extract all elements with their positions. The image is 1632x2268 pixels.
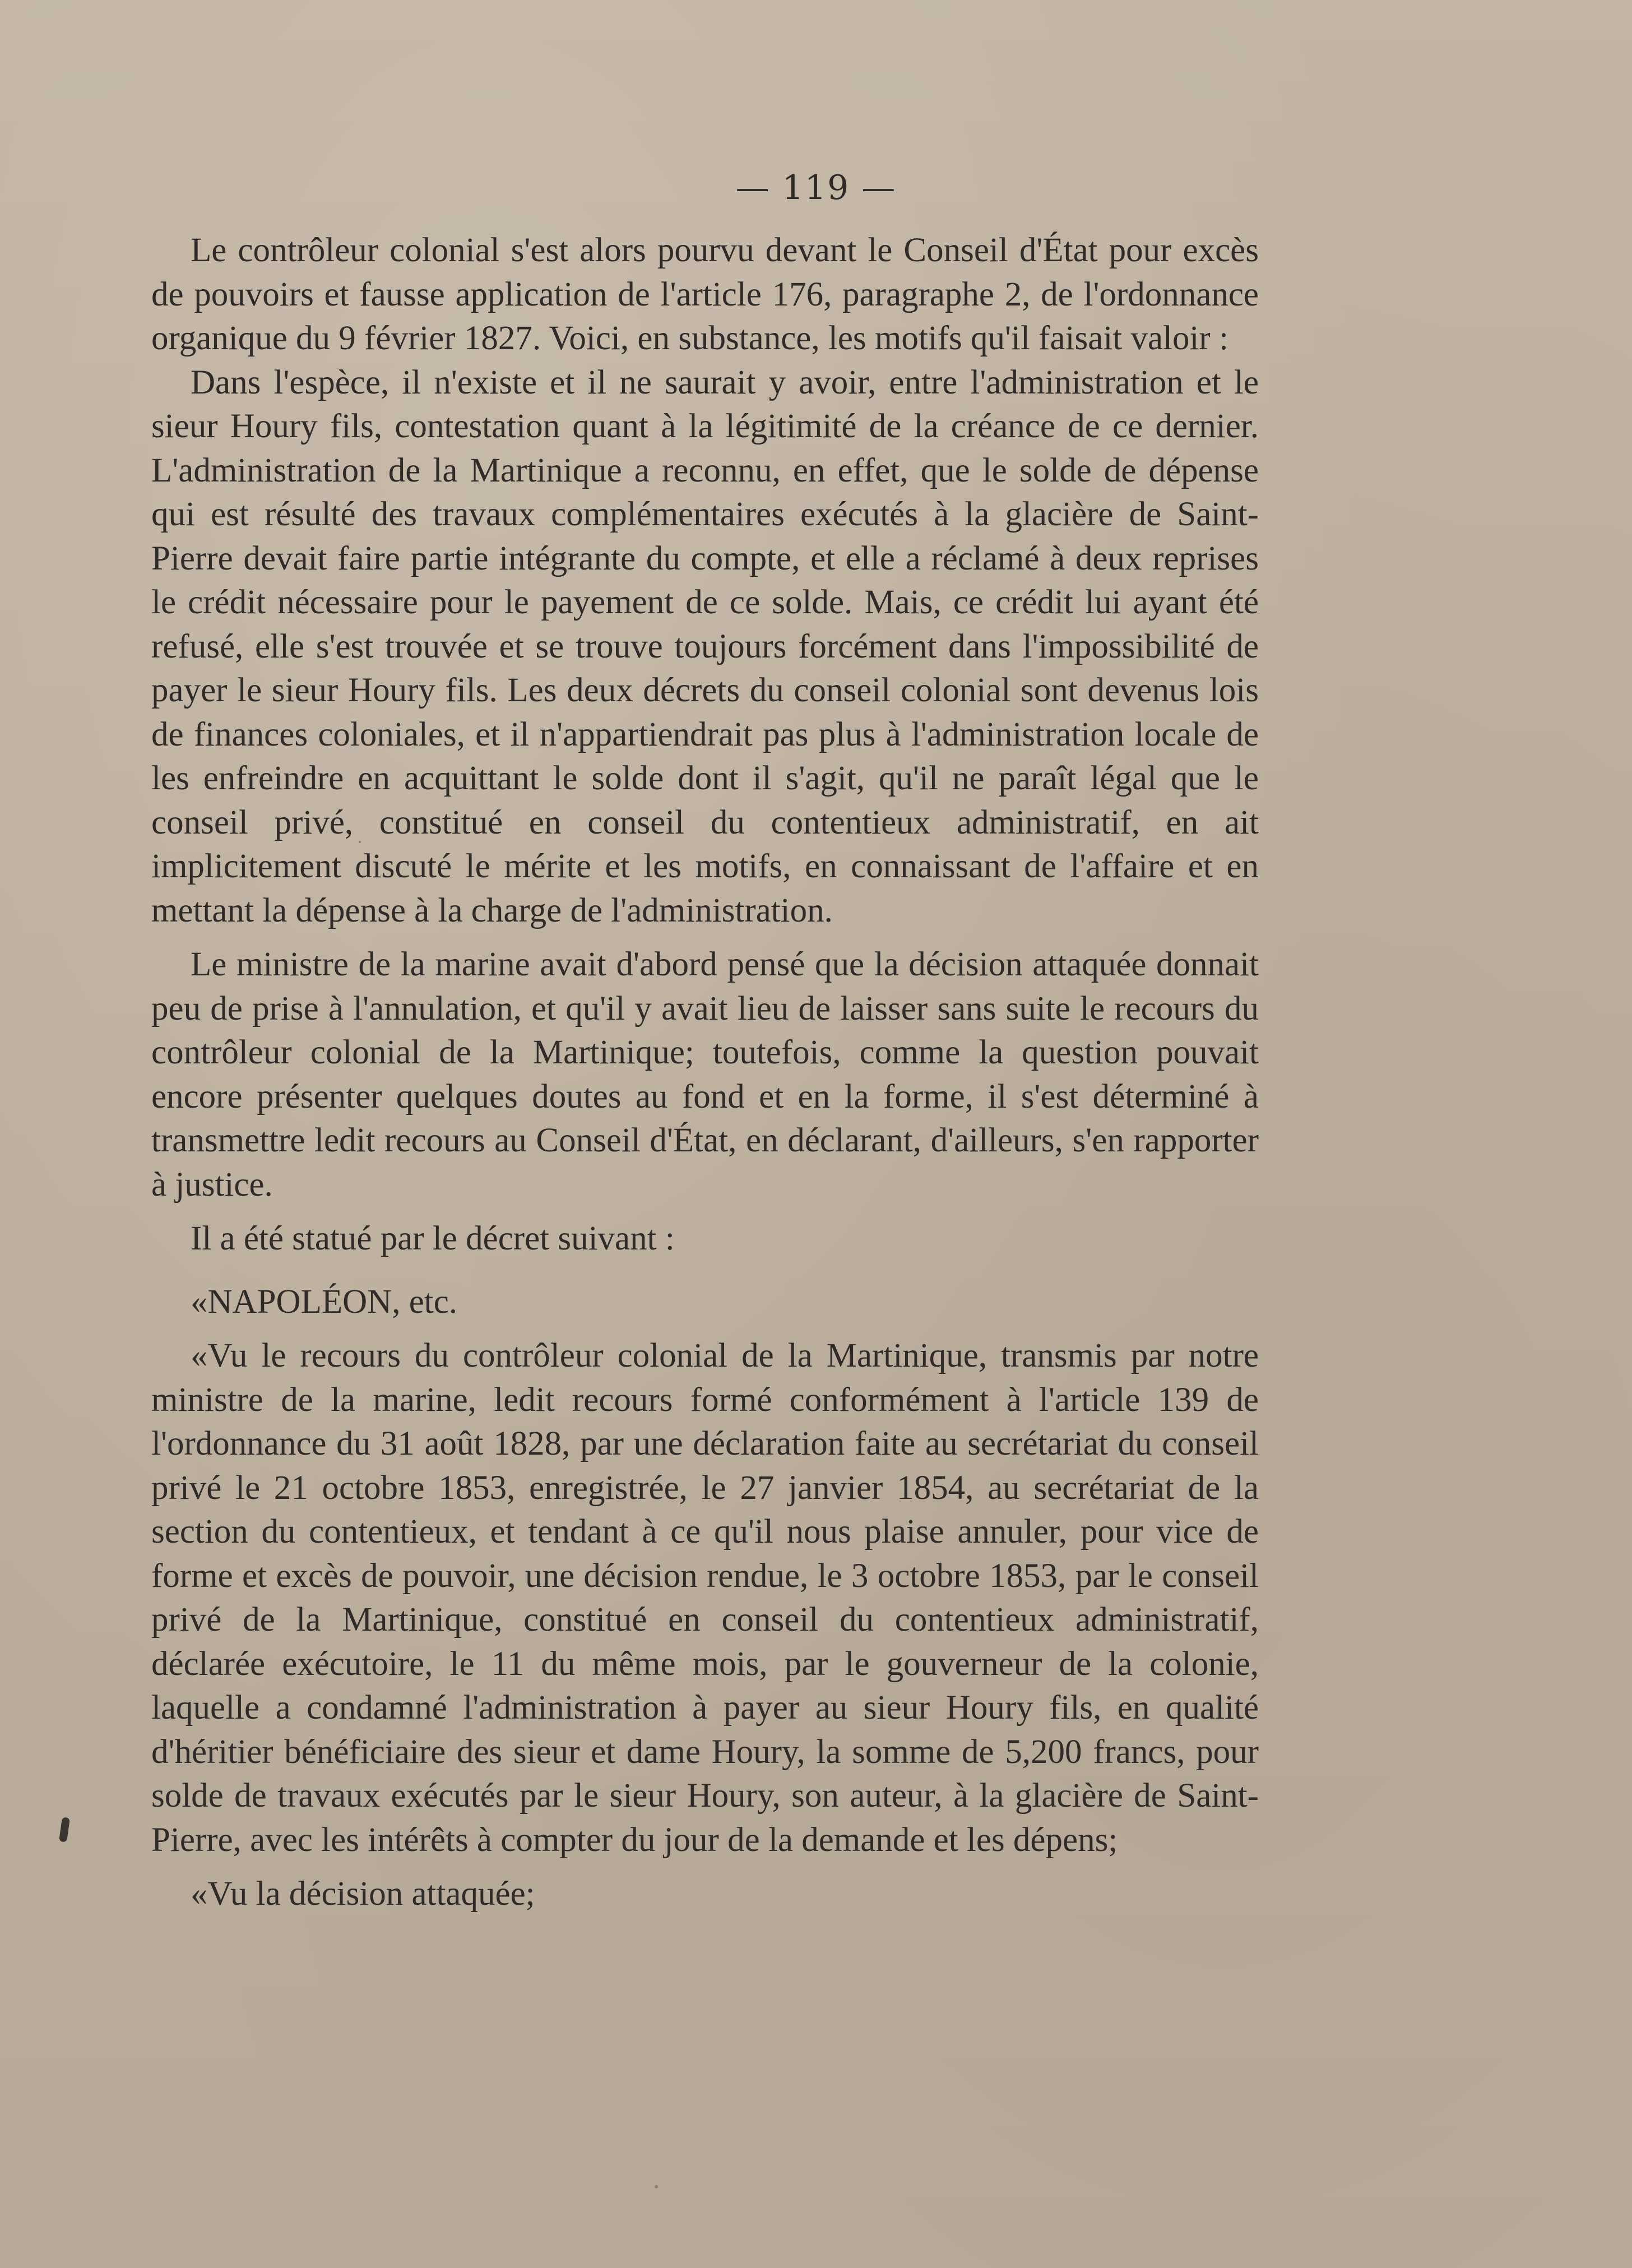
paragraph-vu-decision: «Vu la décision attaquée; [191, 1875, 535, 1913]
paragraph-pourvoi: Le contrôleur colonial s'est alors pourvu devant le Conseil d'État pour excès de pouvoirs et fausse application de l'article 176, paragraphe 2, de l'ordonnance organique du 9 février 1827. Voici, en substance, les motifs qu'il faisait valoir : [151, 232, 1259, 357]
paragraph-statue: Il a été statué par le décret suivant : [191, 1220, 675, 1257]
document-body [151, 229, 1259, 1917]
paper-speck [655, 2185, 658, 2188]
paragraph-motifs: Dans l'espèce, il n'existe et il ne saurait y avoir, entre l'administration et le sieur Houry fils, contestation quant à la légitimité de la créance de ce dernier. L'administration de la Martinique a reconnu, en effet, que le solde de dépense qui est résulté des travaux complémentaires exécutés à la glacière de Saint-Pierre devait faire partie intégrante du compte, et elle a réclamé à deux reprises le crédit nécessaire pour le payement de ce solde. Mais, ce crédit lui ayant été refusé, elle s'est trouvée et se trouve toujours forcément dans l'impossibilité de payer le sieur Houry fils. Les deux décrets du conseil colonial sont devenus lois de finances coloniales, et il n'appartiendrait pas plus à l'administration locale de les enfreindre en acquittant le solde dont il s'agit, qu'il ne paraît légal que le conseil privé, constitué en conseil du contentieux administratif, en ait implicitement discuté le mérite et les motifs, en connaissant de l'affaire et en mettant la dépense à la charge de l'administration. [151, 363, 1259, 929]
margin-ink-mark [59, 1817, 70, 1843]
paragraph-ministre: Le ministre de la marine avait d'abord pensé que la décision attaquée donnait peu de prise à l'annulation, et qu'il y avait lieu de laisser sans suite le recours du contrôleur colonial de la Martinique; toutefois, comme la question pouvait encore présenter quelques doutes au fond et en la forme, il s'est déterminé à transmettre ledit recours au Conseil d'État, en déclarant, d'ailleurs, s'en rapporter à justice. [151, 946, 1259, 1204]
paragraph-napoleon: «NAPOLÉON, etc. [191, 1283, 458, 1321]
paper-speck [359, 841, 361, 843]
page-number: — 119 — [735, 168, 897, 207]
paragraph-vu-recours: «Vu le recours du contrôleur colonial de la Martinique, transmis par notre ministre de la marine, ledit recours formé conformément à l'article 139 de l'ordonnance du 31 août 1828, par une déclaration faite au secrétariat du conseil privé le 21 octobre 1853, enregistrée, le 27 janvier 1854, au secrétariat de la section du contentieux, et tendant à ce qu'il nous plaise annuler, pour vice de forme et excès de pouvoir, une décision rendue, le 3 octobre 1853, par le conseil privé de la Martinique, constitué en conseil du contentieux administratif, déclarée exécutoire, le 11 du même mois, par le gouverneur de la colonie, laquelle a condamné l'administration à payer au sieur Houry fils, en qualité d'héritier bénéficiaire des sieur et dame Houry, la somme de 5,200 francs, pour solde de travaux exécutés par le sieur Houry, son auteur, à la glacière de Saint-Pierre, avec les intérêts à compter du jour de la demande et les dépens; [151, 1337, 1259, 1859]
